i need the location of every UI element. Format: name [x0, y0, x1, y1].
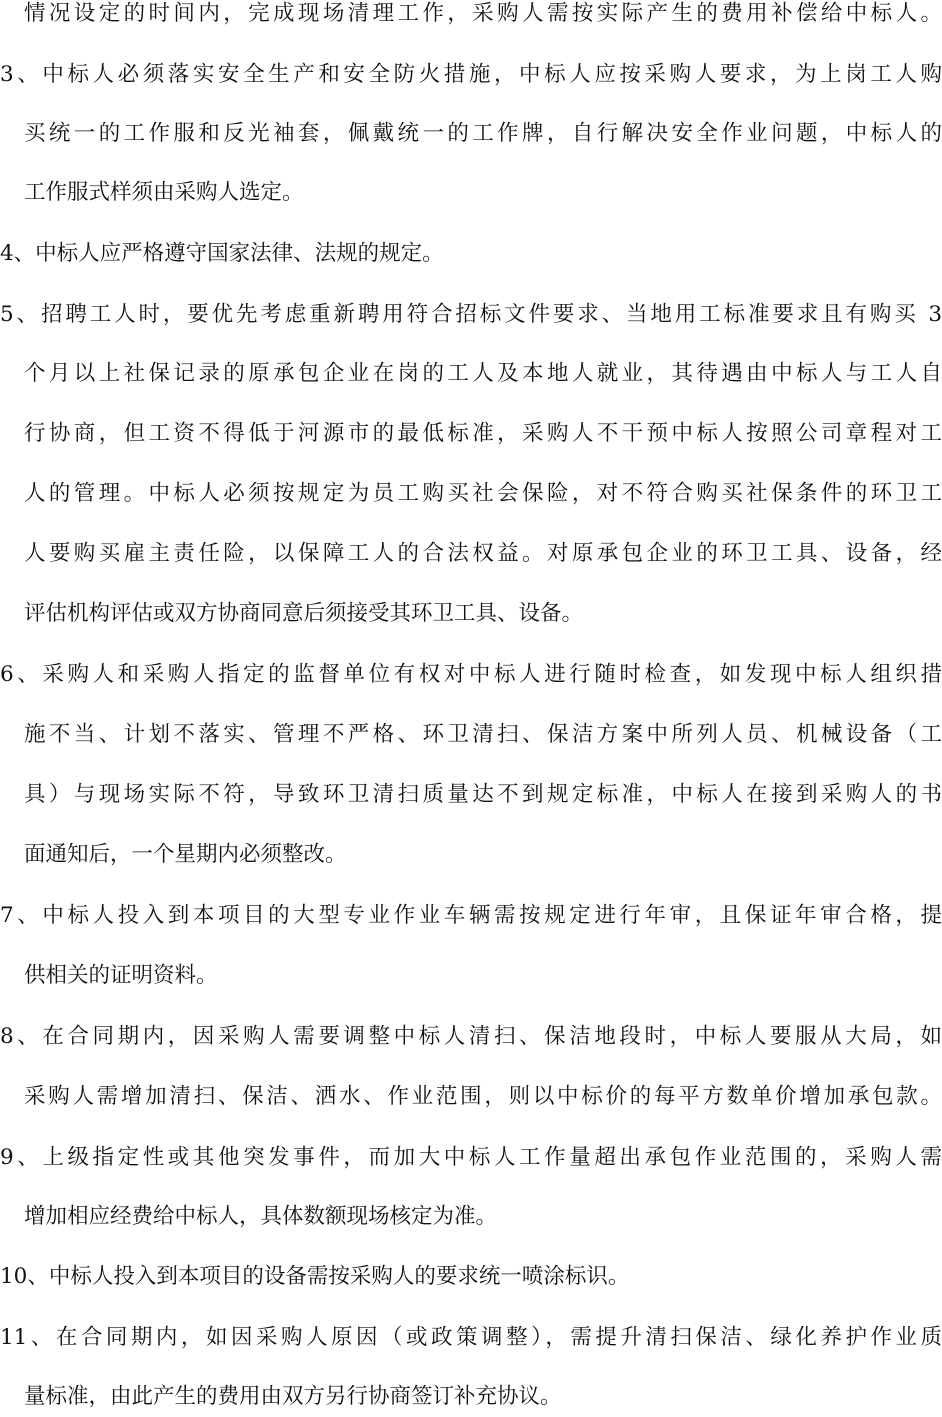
clause-6-line-3: 具）与现场实际不符，导致环卫清扫质量达不到规定标准，中标人在接到采购人的书	[24, 782, 942, 807]
clause-8-line-2: 采购人需增加清扫、保洁、洒水、作业范围，则以中标价的每平方数单价增加承包款。	[24, 1084, 942, 1109]
clause-5-line-3: 行协商，但工资不得低于河源市的最低标准，采购人不干预中标人按照公司章程对工	[24, 421, 942, 446]
clause-11-line-1: 11、在合同期内，如因采购人原因（或政策调整），需提升清扫保洁、绿化养护作业质	[0, 1325, 942, 1350]
clause-10-line-1: 10、中标人投入到本项目的设备需按采购人的要求统一喷涂标识。	[0, 1264, 630, 1289]
clause-5-line-5: 人要购买雇主责任险，以保障工人的合法权益。对原承包企业的环卫工具、设备，经	[24, 541, 942, 566]
clause-9-line-1: 9、上级指定性或其他突发事件，而加大中标人工作量超出承包作业范围的，采购人需	[0, 1145, 942, 1170]
clause-4-line-1: 4、中标人应严格遵守国家法律、法规的规定。	[0, 241, 444, 266]
clause-7-line-1: 7、中标人投入到本项目的大型专业作业车辆需按规定进行年审，且保证年审合格，提	[0, 903, 942, 928]
clause-7-line-2: 供相关的证明资料。	[24, 963, 218, 988]
clause-5-line-2: 个月以上社保记录的原承包企业在岗的工人及本地人就业，其待遇由中标人与工人自	[24, 361, 942, 386]
clause-5-line-4: 人的管理。中标人必须按规定为员工购买社会保险，对不符合购买社保条件的环卫工	[24, 481, 942, 506]
clause-3-line-3: 工作服式样须由采购人选定。	[24, 180, 304, 205]
clause-2-continuation-line: 情况设定的时间内，完成现场清理工作，采购人需按实际产生的费用补偿给中标人。	[24, 1, 942, 26]
clause-8-line-1: 8、在合同期内，因采购人需要调整中标人清扫、保洁地段时，中标人要服从大局，如	[0, 1024, 942, 1049]
clause-5-line-1: 5、招聘工人时，要优先考虑重新聘用符合招标文件要求、当地用工标准要求且有购买 3	[0, 302, 942, 327]
clause-6-line-2: 施不当、计划不落实、管理不严格、环卫清扫、保洁方案中所列人员、机械设备（工	[24, 722, 942, 747]
clause-6-line-1: 6、采购人和采购人指定的监督单位有权对中标人进行随时检查，如发现中标人组织措	[0, 662, 942, 687]
clause-3-line-2: 买统一的工作服和反光袖套，佩戴统一的工作牌，自行解决安全作业问题，中标人的	[24, 121, 942, 146]
clause-5-line-6: 评估机构评估或双方协商同意后须接受其环卫工具、设备。	[24, 601, 584, 626]
clause-9-line-2: 增加相应经费给中标人，具体数额现场核定为准。	[24, 1204, 498, 1229]
clause-3-line-1: 3、中标人必须落实安全生产和安全防火措施，中标人应按采购人要求，为上岗工人购	[0, 62, 942, 87]
clause-6-line-4: 面通知后，一个星期内必须整改。	[24, 842, 347, 867]
clause-11-line-2: 量标准，由此产生的费用由双方另行协商签订补充协议。	[24, 1384, 562, 1409]
